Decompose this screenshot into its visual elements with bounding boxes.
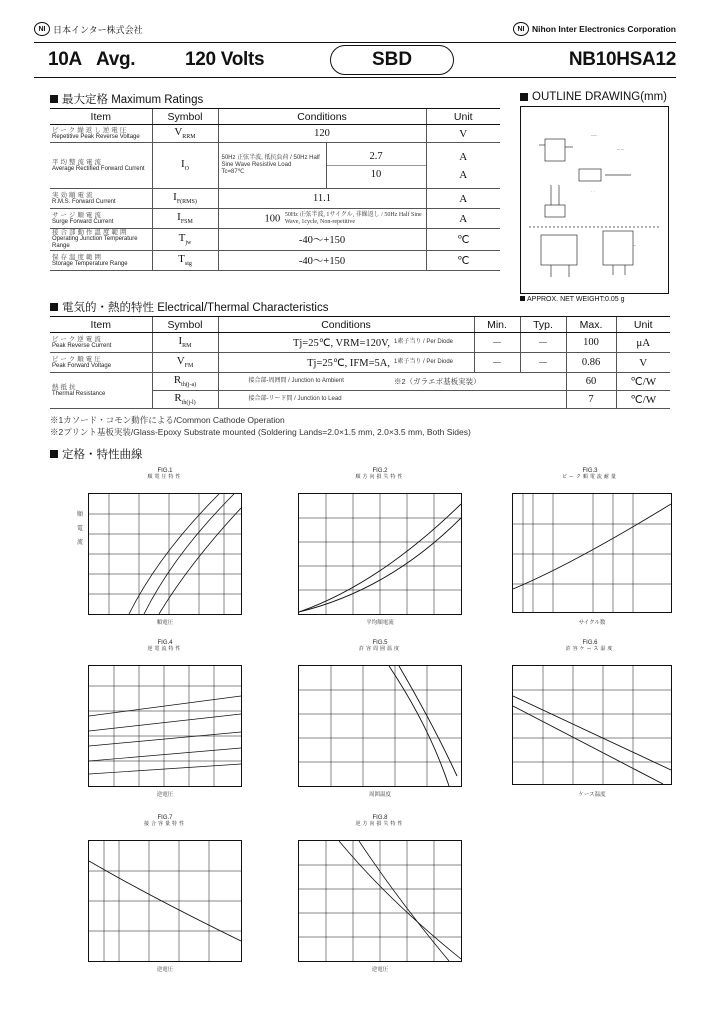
symbol: $T_{jw}$ [152,229,218,251]
unit: μA [616,333,670,353]
svg-text:─: ─ [633,243,636,248]
fig-7-curves [89,841,241,961]
fig-6-title: FIG.6 許容ケース温度 [565,640,615,652]
fig-1-plot [88,493,242,615]
table-row [50,189,500,209]
condition-note: 50Hz 正弦半波, 抵抗負荷 / 50Hz Half Sine Wave Resistive Load Tc=87℃ [218,143,326,189]
company-logo-left [34,22,143,36]
max-value: 7 [566,391,616,409]
condition-values: 2.7 10 [326,143,426,189]
condition-value: 100 50Hz 正弦半波, 1サイクル, 非繰返し / 50Hz Half Sine Wave, 1cycle, Non-repetitive [218,209,426,229]
table-header-row [50,317,670,333]
table-row [50,333,670,353]
device-type-badge: SBD [330,45,454,75]
fig-3-title: FIG.3 ピーク順電流耐量 [562,468,618,480]
condition-note: 1素子当り / Per Diode [394,333,474,353]
top-header [34,22,676,42]
company-name-en: Nihon Inter Electronics Corporation [531,24,676,34]
item-name: ピーク繰返し逆電圧 Repetitive Peak Reverse Voltage [50,125,152,143]
condition-value: 120 [218,125,426,143]
col-symbol: Symbol [152,109,218,125]
condition-value: -40～+150 [218,251,426,271]
col-symbol: Symbol [152,317,218,333]
condition: Tj=25℃, VRM=120V, [218,333,394,353]
col-unit: Unit [426,109,500,125]
rated-avg: Avg. [96,49,136,70]
rated-current: 10A [48,49,82,70]
fig-6: FIG.6 許容ケース温度 ケース温度 [500,640,680,802]
symbol: $T_{stg}$ [152,251,218,271]
fig-8: FIG.8 逆方向損失特性 逆電圧 [290,815,470,980]
condition: 接合部-周囲間 / Junction to Ambient [218,373,394,391]
condition-note: ※2（ガラエポ基板実装） [394,373,566,391]
item-name: 熱抵抗 Thermal Resistance [50,373,152,409]
fig-2-curves [299,494,461,614]
fig-2: FIG.2 順方向損失特性 平均順電流 [290,468,470,630]
symbol: $V_{FM}$ [152,353,218,373]
max-value: 100 [566,333,616,353]
electrical-table [50,316,670,409]
table-row [50,209,500,229]
max-ratings-title: 最大定格 Maximum Ratings [50,91,203,107]
rated-voltage: 120 Volts [185,49,265,70]
fig-1-title: FIG.1 順電圧特性 [147,468,183,480]
unit: ℃/W [616,391,670,409]
item-name: ピーク逆電流 Peak Reverse Current [50,333,152,353]
unit: ℃ [426,251,500,271]
col-max: Max. [566,317,616,333]
ni-logo-icon: NI [513,22,529,36]
condition: Tj=25℃, IFM=5A, [218,353,394,373]
fig-6-plot [512,665,672,785]
condition-note: 1素子当り / Per Diode [394,353,474,373]
unit: A A [426,143,500,189]
col-typ: Typ. [520,317,566,333]
footnotes [50,414,471,438]
table-row [50,373,670,391]
curves-title: 定格・特性曲線 [50,446,143,462]
item-name: 実効順電流 R.M.S. Forward Current [50,189,152,209]
fig-4: FIG.4 逆電流特性 逆電圧 [80,640,250,802]
condition: 接合部-リード間 / Junction to Lead [218,391,394,409]
col-unit: Unit [616,317,670,333]
fig-2-plot [298,493,462,615]
item-name: サージ順電流 Surge Forward Current [50,209,152,229]
unit: V [616,353,670,373]
min-value: － [474,333,520,353]
table-row [50,143,500,189]
fig-6-curves [513,666,671,784]
item-name: 保存温度範囲 Storage Temperature Range [50,251,152,271]
fig-7-plot [88,840,242,962]
min-value: － [474,353,520,373]
condition-value: 11.1 [218,189,426,209]
fig-8-title: FIG.8 逆方向損失特性 [355,815,405,827]
company-name-jp: 日本インター株式会社 [53,24,143,35]
outline-title: OUTLINE DRAWING(mm) [520,91,667,103]
table-row [50,229,500,251]
part-number: NB10HSA12 [568,49,676,70]
col-min: Min. [474,317,520,333]
fig-5-title: FIG.5 許容周囲温度 [358,640,401,652]
symbol: $I_O$ [152,143,218,189]
svg-text:─ ─: ─ ─ [617,147,624,152]
svg-text:──: ── [591,133,597,138]
fig-5: FIG.5 許容周囲温度 周囲温度 [290,640,470,802]
symbol: $R_{th(j-a)}$ [152,373,218,391]
col-conditions: Conditions [218,109,426,125]
fig-7: FIG.7 接合容量特性 逆電圧 [80,815,250,980]
fig-4-title: FIG.4 逆電流特性 [147,640,183,652]
fig-3-plot [512,493,672,613]
fig-5-curves [299,666,461,786]
typ-value: － [520,333,566,353]
col-conditions: Conditions [218,317,474,333]
col-item: Item [50,317,152,333]
footnote-2: ※2プリント基板実装/Glass-Epoxy Substrate mounted (Soldering Lands=2.0×1.5 mm, 2.0×3.5 mm, Both Sides) [50,427,471,437]
col-item: Item [50,109,152,125]
table-row [50,125,500,143]
typ-value: － [520,353,566,373]
fig-5-plot [298,665,462,787]
item-name: 接合部動作温度範囲 Operating Junction Temperature Range [50,229,152,251]
fig-3: FIG.3 ピーク順電流耐量 サイクル数 [500,468,680,630]
package-outline-drawing [521,107,668,293]
unit: A [426,189,500,209]
unit: ℃/W [616,373,670,391]
table-row [50,353,670,373]
symbol: $I_{FSM}$ [152,209,218,229]
max-value: 60 [566,373,616,391]
fig-1: FIG.1 順電圧特性 順 電 流 順電圧 [80,468,250,630]
company-logo-right [513,22,676,36]
unit: ℃ [426,229,500,251]
fig-1-curves [89,494,241,614]
square-bullet-icon [520,296,525,301]
square-bullet-icon [520,93,528,101]
unit: V [426,125,500,143]
unit: A [426,209,500,229]
net-weight: APPROX. NET WEIGHT:0.05 g [520,296,625,303]
symbol: $V_{RRM}$ [152,125,218,143]
fig-8-plot [298,840,462,962]
fig-8-curves [299,841,461,961]
table-header-row [50,109,500,125]
electrical-title: 電気的・熱的特性 Electrical/Thermal Characteristics [50,299,328,315]
title-bar [34,42,676,78]
symbol: $R_{th(j-l)}$ [152,391,218,409]
fig-7-title: FIG.7 接合容量特性 [143,815,186,827]
max-value: 0.86 [566,353,616,373]
fig-4-curves [89,666,241,786]
fig-4-plot [88,665,242,787]
symbol: $I_{F(RMS)}$ [152,189,218,209]
outline-drawing [520,106,669,294]
condition-value: -40～+150 [218,229,426,251]
square-bullet-icon [50,450,58,458]
max-ratings-table [50,108,500,271]
square-bullet-icon [50,95,58,103]
square-bullet-icon [50,303,58,311]
svg-text:· ·: · · [591,189,595,194]
fig-3-curves [513,494,671,612]
footnote-1: ※1カソード・コモン動作による/Common Cathode Operation [50,415,285,425]
fig-2-title: FIG.2 順方向損失特性 [355,468,405,480]
item-name: 平均整流電流 Average Rectified Forward Current [50,143,152,189]
ni-logo-icon: NI [34,22,50,36]
symbol: $I_{RM}$ [152,333,218,353]
table-row [50,251,500,271]
item-name: ピーク順電圧 Peak Forward Voltage [50,353,152,373]
